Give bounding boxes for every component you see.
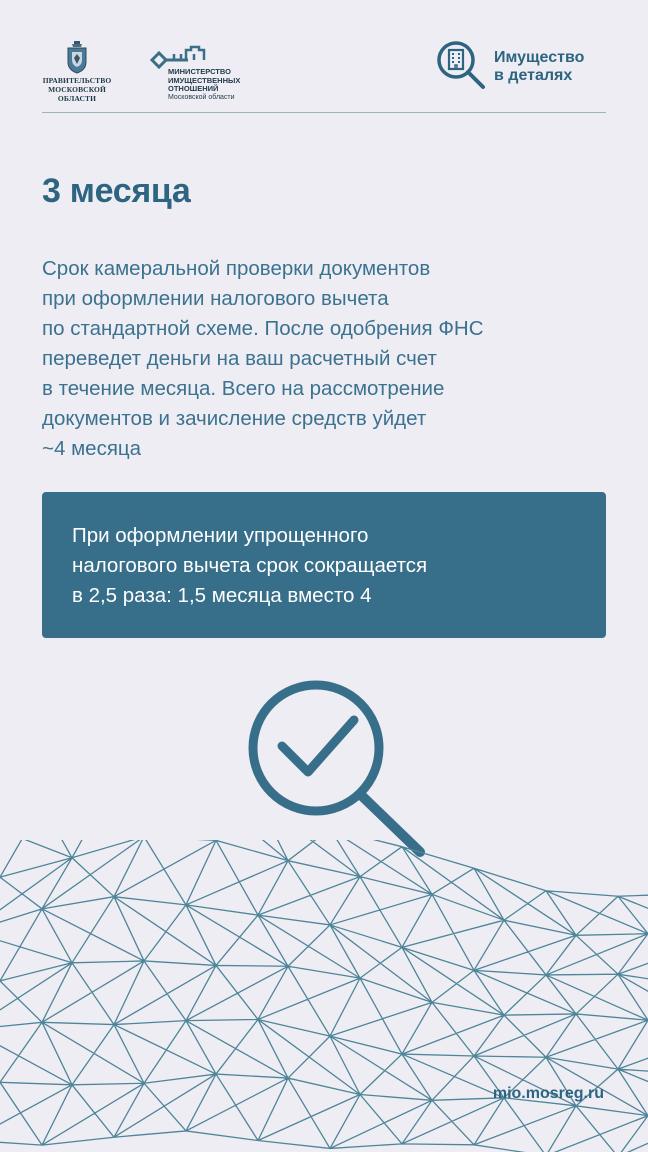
callout-box bbox=[42, 492, 606, 638]
page-title: 3 месяца bbox=[42, 172, 191, 210]
brand-line-2: в деталях bbox=[494, 67, 573, 84]
ministry-logo bbox=[148, 42, 278, 101]
callout-text: При оформлении упрощенного налогового вычета срок сокращается в 2,5 раза: 1,5 месяца вместо 4 bbox=[72, 524, 428, 607]
brand-logo bbox=[436, 40, 606, 92]
moscow-region-emblem-icon bbox=[65, 40, 89, 74]
ministry-line-1: МИНИСТЕРСТВО bbox=[168, 67, 231, 76]
wireframe-mesh bbox=[0, 840, 648, 1152]
brand-name bbox=[494, 49, 584, 85]
ministry-line-2: ИМУЩЕСТВЕННЫХ bbox=[168, 75, 241, 85]
lead-paragraph: Срок камеральной проверки документов при оформлении налогового вычета по стандартной схеме. После одобрения ФНС переведет деньги на ваш расчетный счет в течение месяца. Всего на рассмотрение документов и зачисление средств уйдет ~4 месяца bbox=[42, 257, 484, 460]
magnifier-check-icon bbox=[244, 676, 434, 866]
ministry-line-4: Московской области bbox=[168, 93, 235, 101]
mesh-path bbox=[0, 840, 648, 1152]
ministry-line-3: ОТНОШЕНИЙ bbox=[168, 84, 219, 93]
building-magnifier-icon bbox=[436, 40, 488, 92]
header bbox=[42, 38, 606, 113]
government-logo-text: ПРАВИТЕЛЬСТВО МОСКОВСКОЙ ОБЛАСТИ bbox=[42, 76, 112, 103]
site-url: mio.mosreg.ru bbox=[492, 1085, 604, 1102]
government-logo bbox=[42, 40, 112, 103]
ministry-logo-text bbox=[168, 68, 240, 102]
brand-line-1: Имущество bbox=[494, 49, 585, 66]
